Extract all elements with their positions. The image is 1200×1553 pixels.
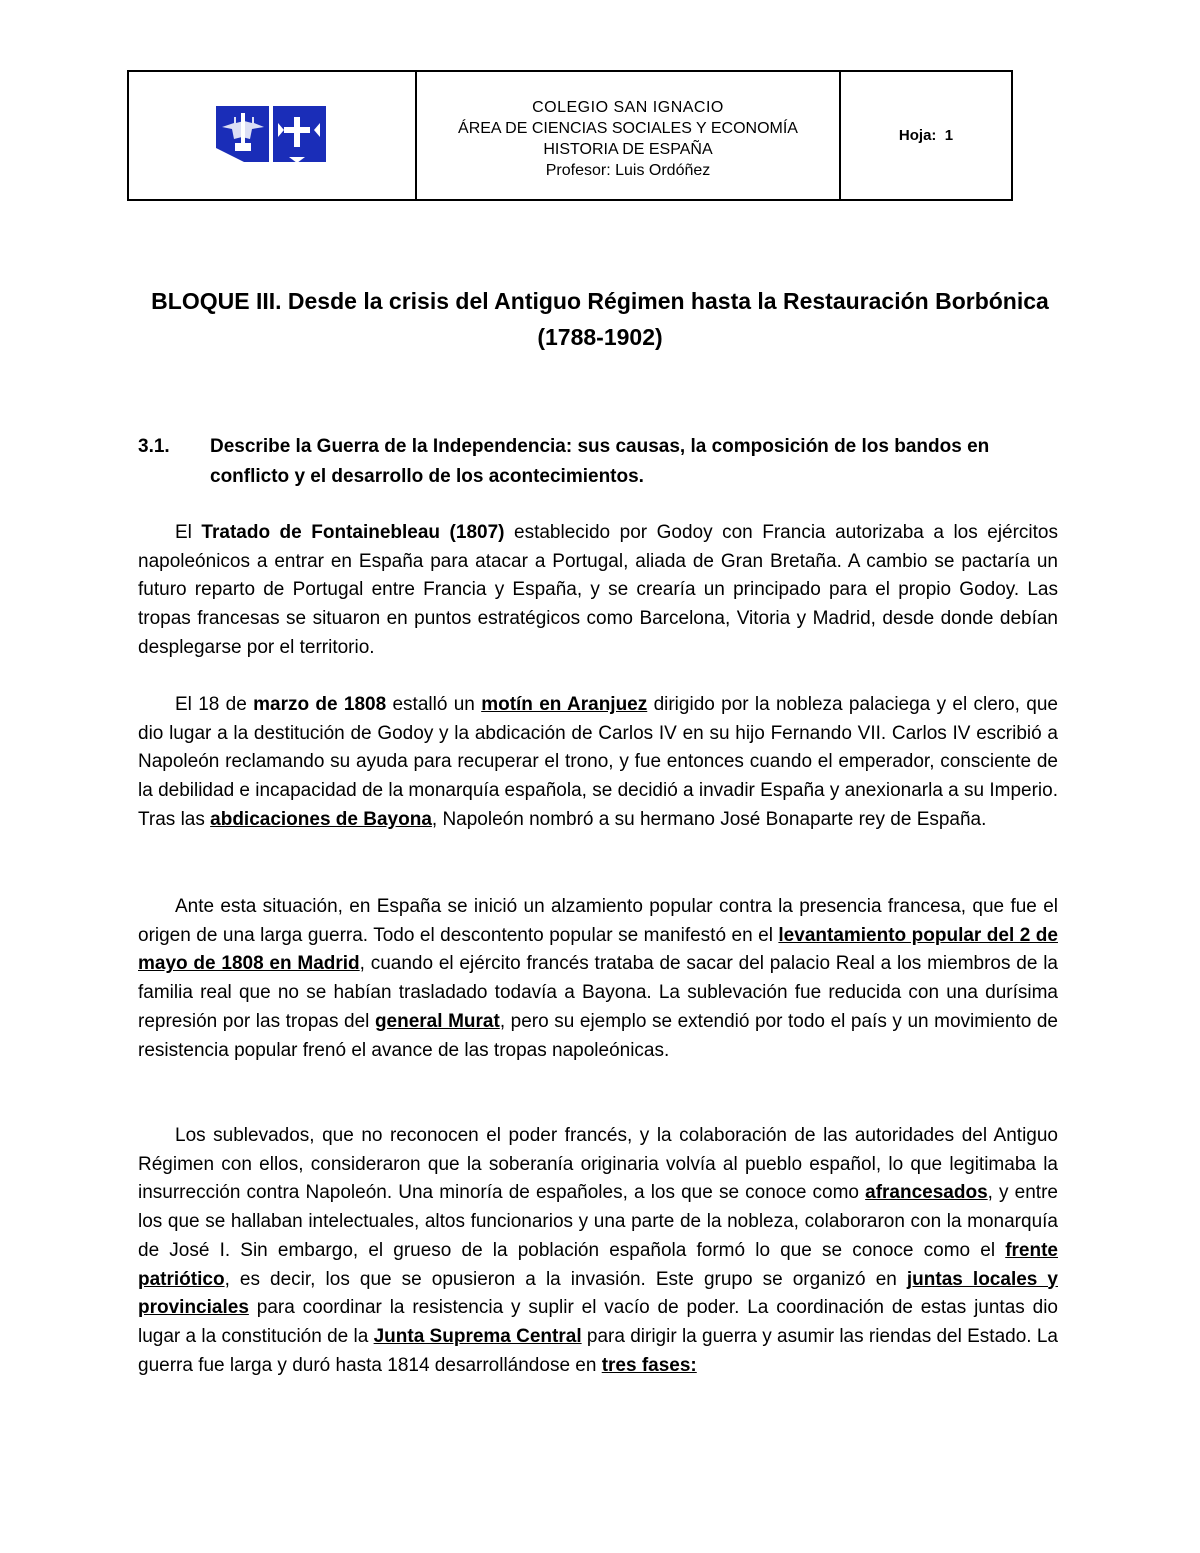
sheet-number: 1 — [944, 127, 954, 144]
school-name: COLEGIO SAN IGNACIO — [532, 98, 724, 116]
text-run: para dirigir la guerra y asumir las riendas del Estado. La guerra fue larga y duró hasta 1814 desarrollándose en — [138, 1325, 1058, 1376]
paragraph-4 — [138, 1122, 1058, 1380]
question-text: Describe la Guerra de la Independencia: sus causas, la composición de los bandos en conflicto y el desarrollo de los acontecimientos. — [210, 436, 990, 487]
area-name: ÁREA DE CIENCIAS SOCIALES Y ECONOMÍA — [458, 119, 798, 137]
teacher-name: Profesor: Luis Ordóñez — [545, 161, 711, 179]
school-info-cell — [417, 72, 841, 199]
school-logo — [214, 103, 330, 169]
sheet-cell — [841, 72, 1011, 199]
title-line-2: (1788-1902) — [537, 324, 663, 350]
title-block-label: BLOQUE III. — [151, 288, 282, 314]
logo-cell — [129, 72, 417, 199]
title-line-1 — [100, 283, 1100, 319]
bold-term: marzo de 1808 — [253, 694, 387, 715]
text-run: Ante esta situación, en España se inició un alzamiento popular contra la presencia francesa, que fue el origen de una larga guerra. Todo el descontento popular se manifestó en el — [138, 896, 1058, 946]
text-run: dirigido por la nobleza palaciega y el clero, que dio lugar a la destitución de Godoy y la abdicación de Carlos IV en su hijo Fernando VII. Carlos IV escribió a Napoleón reclamando su ayuda para recuperar el trono, y fue entonces cuando el emperador, consciente de la debilidad e incapacidad de la monarquía española, se decidió a invadir España y anexionarla a su Imperio. Tras las — [138, 694, 1058, 830]
question-number: 3.1. — [138, 436, 170, 457]
text-run: para coordinar la resistencia y suplir el vacío de poder. La coordinación de estas juntas dio lugar a la constitución de la — [138, 1297, 1058, 1347]
block-title — [100, 283, 1100, 355]
paragraph-1 — [138, 519, 1058, 663]
text-run: , y entre los que se hallaban intelectuales, altos funcionarios y una parte de la nobleza, colaboraron con la monarquía de José I. Sin embargo, el grueso de la población española formó lo que se conoce como el — [138, 1182, 1058, 1261]
text-run: , es decir, los que se opusieron a la invasión. Este grupo se organizó en — [224, 1268, 907, 1290]
text-run: establecido por Godoy con Francia autorizaba a los ejércitos napoleónicos a entrar en España para atacar a Portugal, aliada de Gran Bretaña. A cambio se pactaría un futuro reparto de Portugal entre Francia y España, y se crearía un principado para el propio Godoy. Las tropas francesas se situaron en puntos estratégicos como Barcelona, Vitoria y Madrid, desde donde debían desplegarse por el territorio. — [138, 522, 1058, 658]
text-run: El 18 de — [175, 694, 254, 715]
document-header — [127, 70, 1013, 201]
title-block-text: Desde la crisis del Antiguo Régimen hasta la Restauración Borbónica — [281, 288, 1049, 314]
key-term: juntas locales y provinciales — [138, 1268, 1058, 1319]
text-run: estalló un — [386, 694, 482, 715]
key-term: general Murat — [374, 1010, 500, 1032]
subject-name: HISTORIA DE ESPAÑA — [543, 140, 713, 158]
key-term: afrancesados — [865, 1182, 988, 1204]
shield-logo-icon — [216, 106, 326, 163]
text-run: , pero su ejemplo se extendió por todo el país y un movimiento de resistencia popular frenó el avance de las tropas napoleónicas. — [138, 1010, 1058, 1061]
key-term: frente patriótico — [138, 1239, 1058, 1290]
key-term: tres fases: — [601, 1354, 697, 1376]
bold-term: Tratado de Fontainebleau (1807) — [201, 522, 505, 543]
paragraph-2 — [138, 691, 1058, 835]
text-run: Los sublevados, que no reconocen el poder francés, y la colaboración de las autoridades del Antiguo Régimen con ellos, consideraron que la soberanía originaria volvía al pueblo español, lo que legitimaba la insurrección contra Napoleón. Una minoría de españoles, a los que se conoce como — [138, 1125, 1058, 1204]
text-run: El — [175, 522, 202, 543]
key-term: motín en Aranjuez — [481, 694, 648, 715]
key-term: Junta Suprema Central — [373, 1325, 582, 1347]
text-run: , Napoleón nombró a su hermano José Bonaparte rey de España. — [431, 808, 987, 830]
question-heading — [138, 432, 1058, 492]
paragraph-3 — [138, 893, 1058, 1065]
key-term: abdicaciones de Bayona — [210, 808, 432, 830]
key-term: levantamiento popular del 2 de mayo de 1808 en Madrid — [138, 924, 1058, 975]
text-run: , cuando el ejército francés trataba de sacar del palacio Real a los miembros de la familia real que no se habían trasladado todavía a Bayona. La sublevación fue reducida con una durísima represión por las tropas del — [138, 953, 1058, 1032]
sheet-label: Hoja: — [898, 127, 937, 144]
